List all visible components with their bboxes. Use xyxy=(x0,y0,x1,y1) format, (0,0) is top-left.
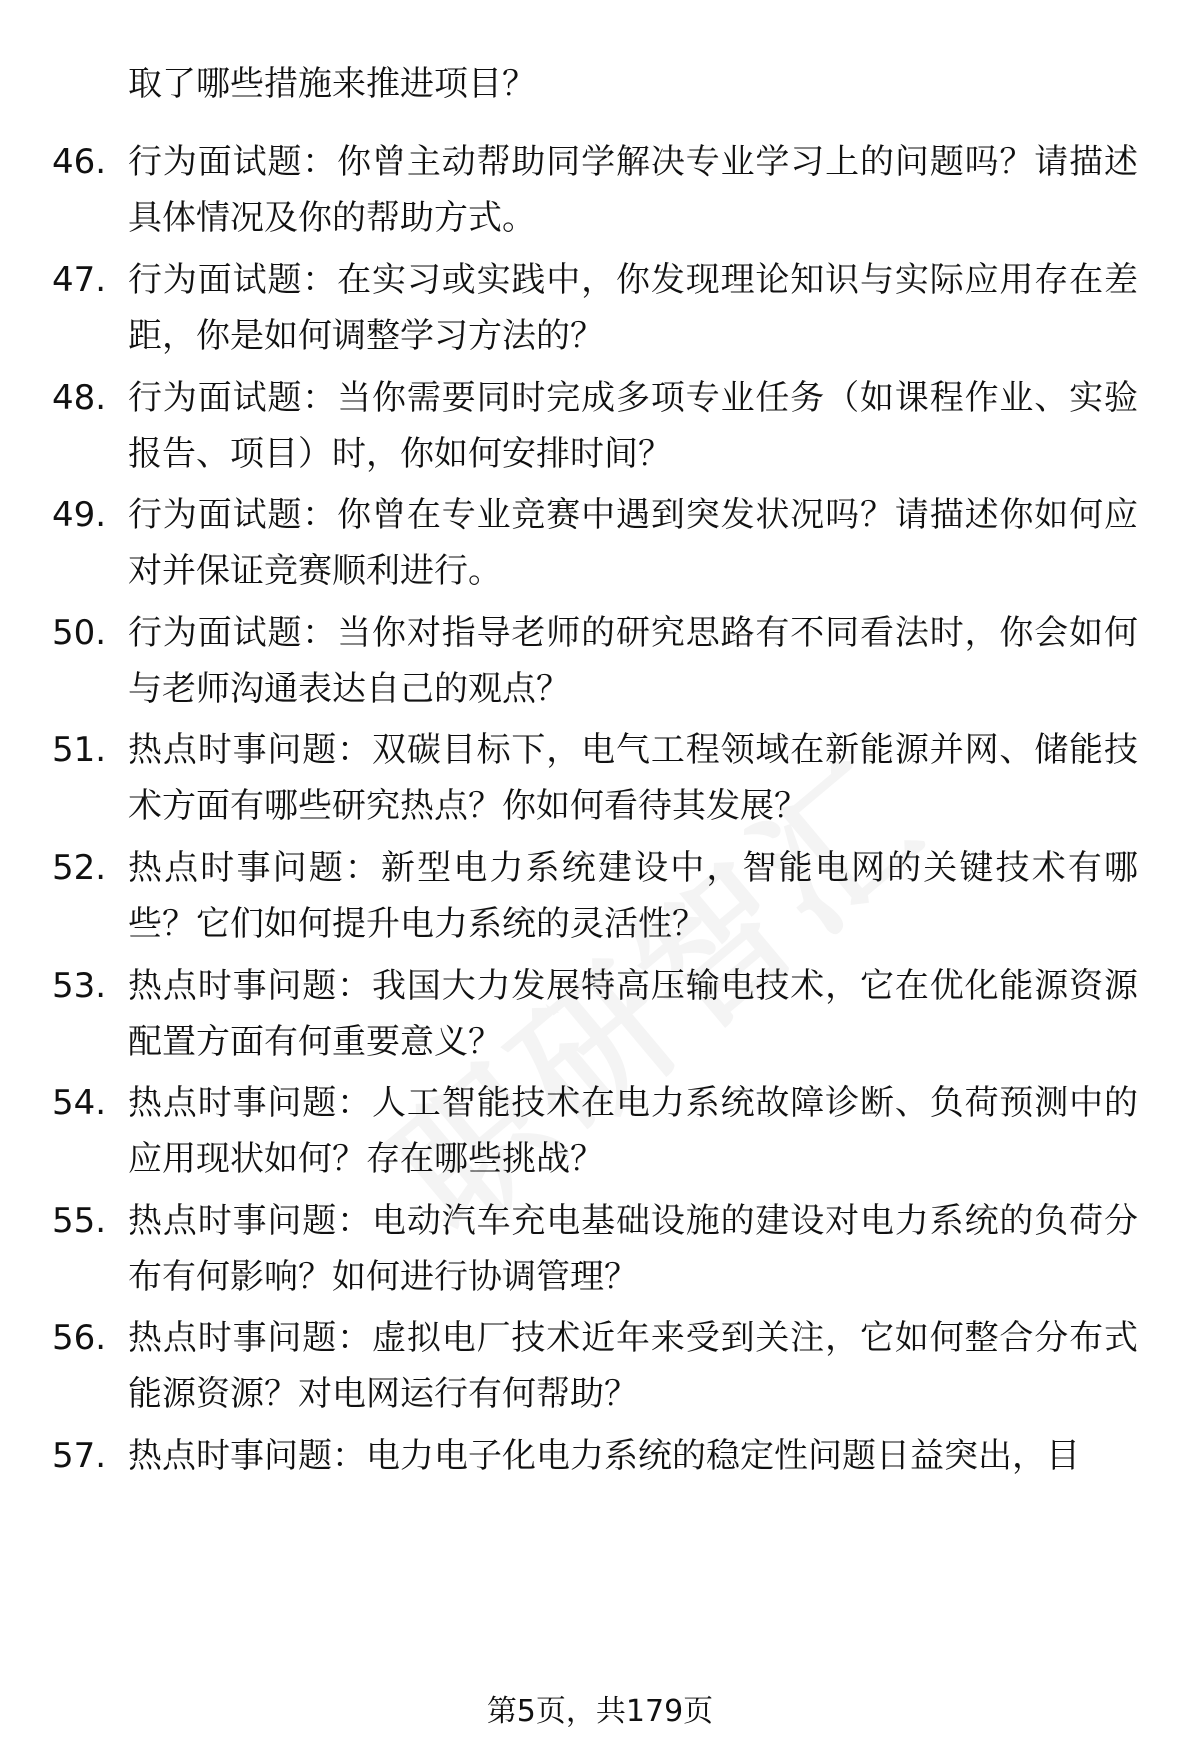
question-number: 53. xyxy=(52,966,107,1006)
question-number: 57. xyxy=(52,1436,107,1476)
question-number: 54. xyxy=(52,1083,107,1123)
question-number: 48. xyxy=(52,378,107,418)
question-text: 热点时事问题：新型电力系统建设中，智能电网的关键技术有哪些？它们如何提升电力系统的灵活性？ xyxy=(128,848,1138,944)
question-text: 热点时事问题：我国大力发展特高压输电技术，它在优化能源资源配置方面有何重要意义？ xyxy=(128,966,1138,1062)
question-text: 行为面试题：当你对指导老师的研究思路有不同看法时，你会如何与老师沟通表达自己的观点？ xyxy=(128,613,1138,709)
question-number: 52. xyxy=(52,848,107,888)
question-text: 行为面试题：你曾在专业竞赛中遇到突发状况吗？请描述你如何应对并保证竞赛顺利进行。 xyxy=(128,495,1138,591)
question-number: 47. xyxy=(52,260,107,300)
question-number: 51. xyxy=(52,730,107,770)
page-footer: 第5页，共179页 xyxy=(486,1694,714,1729)
question-text: 热点时事问题：双碳目标下，电气工程领域在新能源并网、储能技术方面有哪些研究热点？你如何看待其发展？ xyxy=(128,730,1138,826)
question-number: 55. xyxy=(52,1201,107,1241)
question-text: 行为面试题：在实习或实践中，你发现理论知识与实际应用存在差距，你是如何调整学习方法的？ xyxy=(128,260,1138,356)
question-text: 热点时事问题：电动汽车充电基础设施的建设对电力系统的负荷分布有何影响？如何进行协调管理？ xyxy=(128,1201,1138,1297)
question-text: 行为面试题：当你需要同时完成多项专业任务（如课程作业、实验报告、项目）时，你如何安排时间？ xyxy=(128,378,1138,474)
continued-question-text: 取了哪些措施来推进项目？ xyxy=(128,64,536,104)
question-text: 热点时事问题：虚拟电厂技术近年来受到关注，它如何整合分布式能源资源？对电网运行有何帮助？ xyxy=(128,1318,1138,1414)
question-text: 热点时事问题：电力电子化电力系统的稳定性问题日益突出，目 xyxy=(128,1436,1080,1476)
question-text: 行为面试题：你曾主动帮助同学解决专业学习上的问题吗？请描述具体情况及你的帮助方式。 xyxy=(128,142,1138,238)
question-number: 49. xyxy=(52,495,107,535)
question-text: 热点时事问题：人工智能技术在电力系统故障诊断、负荷预测中的应用现状如何？存在哪些挑战？ xyxy=(128,1083,1138,1179)
question-number: 46. xyxy=(52,142,107,182)
question-number: 56. xyxy=(52,1318,107,1358)
question-number: 50. xyxy=(52,613,107,653)
